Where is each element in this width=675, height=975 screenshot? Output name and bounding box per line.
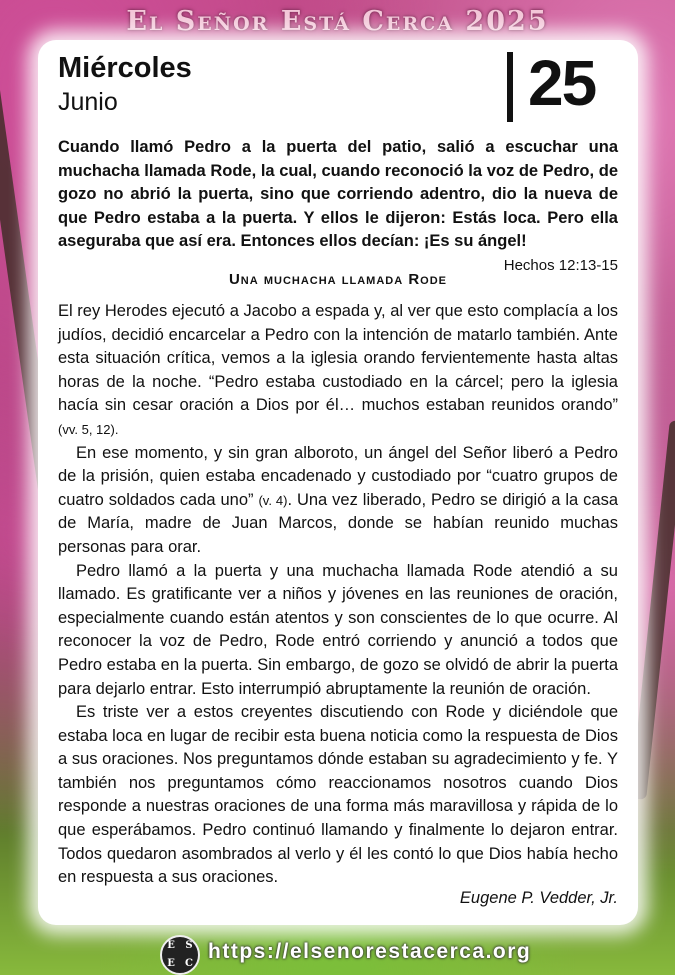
month: Junio <box>58 88 118 116</box>
logo-icon <box>160 935 200 975</box>
logo-letter: E <box>167 940 175 951</box>
scripture-verse <box>58 136 618 277</box>
website-link[interactable]: https://elsenorestacerca.org <box>208 940 532 963</box>
paragraph-2-text: En ese momento, y sin gran alboroto, un ángel del Señor liberó a Pedro de la prisión, quien estaba encadenado y custodiado por “cuatro grupos de cuatro soldados cada uno” <box>58 443 618 509</box>
logo-letter: C <box>185 958 193 969</box>
verse-reference: Hechos 12:13-15 <box>503 256 618 274</box>
paragraph-1-reference: (vv. 5, 12). <box>58 421 119 437</box>
paragraph-1 <box>58 300 618 442</box>
paragraph-2-text-continued: . Una vez liberado, Pedro se dirigió a la casa de María, madre de Juan Marcos, donde se habían reunido muchas personas para orar. <box>58 490 618 556</box>
verse-text: Cuando llamó Pedro a la puerta del patio, salió a escuchar una muchacha llamada Rode, la cual, cuando reconoció la voz de Pedro, de gozo no abrió la puerta, sino que corriendo adentro, dio la nueva de que Pedro estaba a la puerta. Y ellos le dijeron: Estás loca. Pero ella aseguraba que así era. Entonces ellos decían: ¡Es su ángel! <box>58 138 618 250</box>
footer <box>0 930 675 970</box>
logo-letter: E <box>167 958 175 969</box>
paragraph-4: Es triste ver a estos creyentes discutiendo con Rode y diciéndole que estaba loca en lugar de recibir esta buena noticia como la respuesta de Dios a sus oraciones. Nos preguntamos dónde estaban su agradecimiento y fe. Y también nos preguntamos cómo reaccionamos nosotros cuando Dios responde a nuestras oraciones de una forma más maravillosa y rápida de lo que esperábamos. Pedro continuó llamando y finalmente lo dejaron entrar. Todos quedaron asombrados al verlo y él les contó lo que Dios había hecho en respuesta a sus oraciones. <box>58 703 618 887</box>
paragraph-2-reference: (v. 4) <box>258 492 288 508</box>
section-title: Una muchacha llamada Rode <box>228 271 448 288</box>
publication-title: El Señor Está Cerca 2025 <box>126 6 549 37</box>
devotional-body <box>58 300 618 890</box>
weekday: Miércoles <box>58 52 192 84</box>
author-signature: Eugene P. Vedder, Jr. <box>459 889 618 907</box>
paragraph-3: Pedro llamó a la puerta y una muchacha llamada Rode atendió a su llamado. Es gratificante ver a niños y jóvenes en las reuniones de oración, especialmente cuando están atentos y son conscientes de lo que ocurre. Al reconocer la voz de Pedro, Rode entró corriendo y anunció a todos que Pedro estaba en la puerta. Sin embargo, de gozo se olvidó de abrir la puerta para dejarlo entrar. Esto interrumpió abruptamente la reunión de oración. <box>58 561 618 698</box>
logo-letter: S <box>185 940 193 951</box>
paragraph-2 <box>58 442 618 560</box>
day-number: 25 <box>528 47 596 119</box>
date-divider <box>507 52 513 122</box>
paragraph-1-text: El rey Herodes ejecutó a Jacobo a espada y, al ver que esto complacía a los judíos, decidió encarcelar a Pedro con la intención de matarlo también. Ante esta situación crítica, vemos a la iglesia orando fervientemente hasta altas horas de la noche. “Pedro estaba custodiado en la cárcel; pero la iglesia hacía sin cesar oración a Dios por él… muchos estaban reunidos orando” <box>58 302 618 415</box>
